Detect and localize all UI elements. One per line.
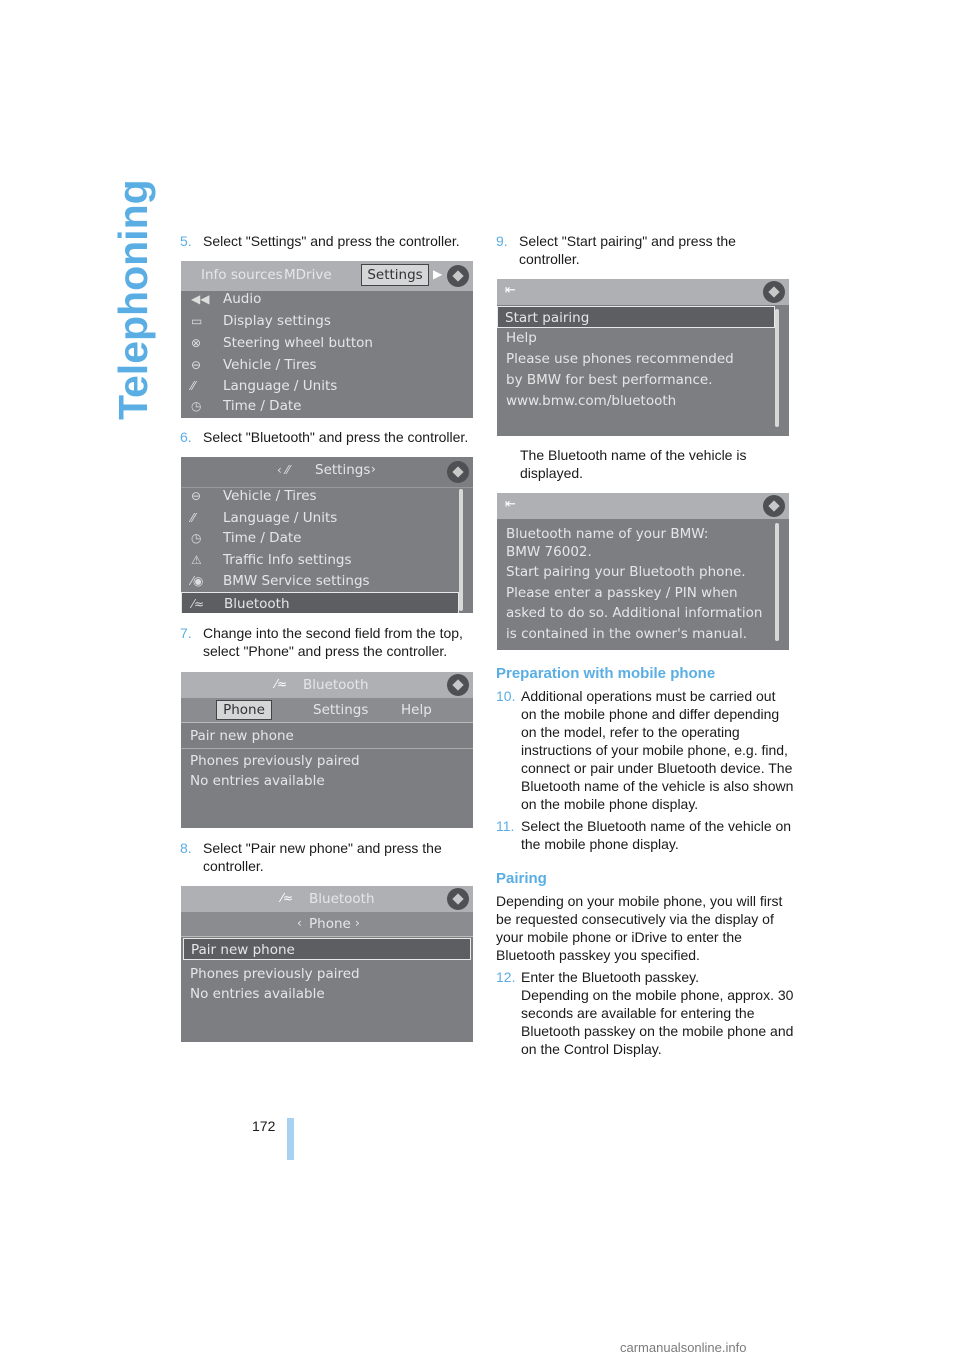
- step-text: Select "Settings" and press the controller.: [203, 233, 460, 249]
- service-icon: ⁄◉: [191, 574, 204, 588]
- pairing-paragraph: Depending on your mobile phone, you will first be requested consecutively via the display of your mobile phone or iDrive to enter the Bluetooth passkey you specified.: [496, 893, 783, 963]
- screen-settings-menu: [181, 261, 473, 418]
- heading-pairing: Pairing: [496, 870, 547, 887]
- info-line: asked to do so. Additional information: [506, 605, 763, 621]
- step-5: [180, 232, 480, 250]
- row-time-date[interactable]: [181, 395, 473, 417]
- step-number: 8.: [180, 840, 192, 856]
- info-line: Bluetooth name of your BMW:: [506, 526, 709, 542]
- menu-settings-label: Settings: [367, 267, 423, 283]
- row-label: Vehicle / Tires: [223, 488, 317, 504]
- page-marker: [287, 1118, 294, 1160]
- step-text: Select "Bluetooth" and press the controller.: [203, 429, 469, 445]
- row-label: BMW Service settings: [223, 573, 370, 589]
- step-text: Select "Start pairing" and press the controller.: [519, 233, 736, 267]
- row-phones-previously-paired[interactable]: Phones previously paired: [190, 753, 360, 769]
- menu-info-sources[interactable]: Info sources: [201, 267, 283, 283]
- step-12: [496, 968, 794, 1058]
- info-line: Please enter a passkey / PIN when: [506, 585, 738, 601]
- row-start-pairing[interactable]: [497, 306, 775, 328]
- step-number: 10.: [496, 688, 516, 704]
- row-label: Vehicle / Tires: [223, 357, 317, 373]
- row-label: Time / Date: [223, 530, 302, 546]
- controller-icon: [447, 265, 469, 287]
- title-bar: [497, 279, 789, 305]
- row-steering-wheel[interactable]: [181, 332, 473, 354]
- step-number: 12.: [496, 969, 516, 985]
- row-audio[interactable]: [181, 288, 473, 310]
- scrollbar[interactable]: [775, 309, 779, 427]
- row-pair-new-phone[interactable]: [183, 938, 471, 960]
- row-label: Time / Date: [223, 398, 302, 414]
- row-label: Steering wheel button: [223, 335, 373, 351]
- step-text-continued: Depending on the mobile phone, approx. 30 seconds are available for entering the Bluetooth passkey on the mobile phone and on the Control Display.: [521, 987, 794, 1057]
- row-time-date[interactable]: [181, 527, 473, 549]
- steering-wheel-icon: ⊗: [191, 336, 202, 350]
- screen-bluetooth-name: [497, 493, 789, 650]
- bluetooth-icon: ⁄≈: [281, 891, 294, 905]
- step-text: Select "Pair new phone" and press the controller.: [203, 840, 442, 874]
- row-label: Language / Units: [223, 378, 338, 394]
- screen-title: Bluetooth: [303, 677, 369, 693]
- step-9-note: The Bluetooth name of the vehicle is displayed.: [520, 447, 747, 481]
- row-no-entries: No entries available: [190, 986, 325, 1002]
- screen-bluetooth-phone: [181, 886, 473, 1042]
- step-text: Change into the second field from the top, select "Phone" and press the controller.: [203, 625, 463, 659]
- step-number: 6.: [180, 429, 192, 445]
- row-label: Start pairing: [505, 310, 590, 326]
- heading-preparation: Preparation with mobile phone: [496, 665, 716, 682]
- controller-icon: [447, 888, 469, 910]
- arrow-right-icon: ▶: [433, 267, 443, 281]
- step-number: 5.: [180, 233, 192, 249]
- row-bmw-service[interactable]: [181, 570, 473, 592]
- tab-help[interactable]: Help: [401, 702, 432, 718]
- row-display-settings[interactable]: [181, 310, 473, 332]
- back-icon[interactable]: ⇤: [505, 283, 516, 298]
- chevron-right-icon[interactable]: ›: [355, 916, 360, 930]
- row-bluetooth[interactable]: [181, 592, 459, 613]
- watermark: carmanualsonline.info: [620, 1340, 747, 1355]
- row-label: Display settings: [223, 313, 331, 329]
- row-language-units[interactable]: [181, 375, 473, 397]
- sub-title: Phone: [309, 916, 351, 932]
- info-link: www.bmw.com/bluetooth: [506, 393, 677, 409]
- row-vehicle-tires[interactable]: [181, 354, 473, 376]
- screen-title: Bluetooth: [309, 891, 375, 907]
- menu-mdrive[interactable]: MDrive: [284, 267, 332, 283]
- row-label: Audio: [223, 291, 262, 307]
- controller-icon: [447, 674, 469, 696]
- bluetooth-icon: ⁄≈: [192, 597, 205, 611]
- info-line: is contained in the owner's manual.: [506, 626, 747, 642]
- controller-icon: [763, 495, 785, 517]
- row-help[interactable]: Help: [506, 330, 537, 346]
- row-label: Pair new phone: [191, 942, 295, 958]
- language-icon: ⁄⁄: [191, 511, 196, 525]
- row-label: Traffic Info settings: [223, 552, 352, 568]
- step-9: [496, 232, 796, 268]
- clock-icon: ◷: [191, 399, 202, 413]
- row-label: Language / Units: [223, 510, 338, 526]
- settings-icon: ‹ ⁄⁄: [277, 463, 290, 477]
- screen-title: Settings: [315, 462, 371, 478]
- row-phones-previously-paired[interactable]: Phones previously paired: [190, 966, 360, 982]
- step-10: [496, 687, 794, 813]
- step-11: [496, 817, 794, 853]
- step-text: Additional operations must be carried out on the mobile phone and differ depending on the model, refer to the operating instructions of your mobile phone, e.g. find, connect or pair under Bluetooth device. The Bluetooth name of the vehicle is also shown on the mobile phone display.: [521, 688, 794, 812]
- screen-start-pairing: [497, 279, 789, 436]
- title-bar: [497, 493, 789, 519]
- tab-label: Phone: [223, 702, 265, 718]
- step-number: 7.: [180, 625, 192, 641]
- language-icon: ⁄⁄: [191, 379, 196, 393]
- tab-phone[interactable]: [216, 700, 272, 720]
- screen-bluetooth-tabs: [181, 672, 473, 828]
- controller-icon: [447, 461, 469, 483]
- row-pair-new-phone[interactable]: Pair new phone: [190, 728, 294, 744]
- chevron-right-icon: ›: [371, 462, 376, 476]
- step-number: 9.: [496, 233, 508, 249]
- row-label: Bluetooth: [224, 596, 290, 612]
- controller-icon: [763, 281, 785, 303]
- display-icon: ▭: [191, 314, 203, 328]
- row-no-entries: No entries available: [190, 773, 325, 789]
- divider: [181, 748, 473, 749]
- car-icon: ⊖: [191, 489, 202, 503]
- section-title: Telephoning: [110, 179, 156, 420]
- step-number: 11.: [496, 818, 515, 834]
- tab-settings[interactable]: Settings: [313, 702, 369, 718]
- menu-settings[interactable]: [361, 264, 429, 286]
- audio-icon: ◀◀: [191, 292, 210, 306]
- scrollbar[interactable]: [459, 489, 463, 611]
- row-traffic-info[interactable]: [181, 549, 473, 571]
- clock-icon: ◷: [191, 531, 202, 545]
- step-7: [180, 624, 480, 660]
- screen-settings-list: [181, 457, 473, 613]
- info-line: Start pairing your Bluetooth phone.: [506, 564, 746, 580]
- step-6: [180, 428, 480, 446]
- bluetooth-icon: ⁄≈: [275, 677, 288, 691]
- info-line: Please use phones recommended: [506, 351, 734, 367]
- page-number: 172: [252, 1118, 276, 1134]
- row-language-units[interactable]: [181, 507, 473, 529]
- scrollbar[interactable]: [775, 523, 779, 641]
- info-line: by BMW for best performance.: [506, 372, 713, 388]
- info-line: BMW 76002.: [506, 544, 592, 560]
- car-icon: ⊖: [191, 358, 202, 372]
- step-text: Enter the Bluetooth passkey.: [521, 969, 699, 985]
- step-text: Select the Bluetooth name of the vehicle on the mobile phone display.: [521, 818, 792, 852]
- row-vehicle-tires[interactable]: [181, 485, 473, 507]
- warning-icon: ⚠: [191, 553, 202, 567]
- back-icon[interactable]: ⇤: [505, 497, 516, 512]
- step-8: [180, 839, 480, 875]
- chevron-left-icon[interactable]: ‹: [297, 916, 302, 930]
